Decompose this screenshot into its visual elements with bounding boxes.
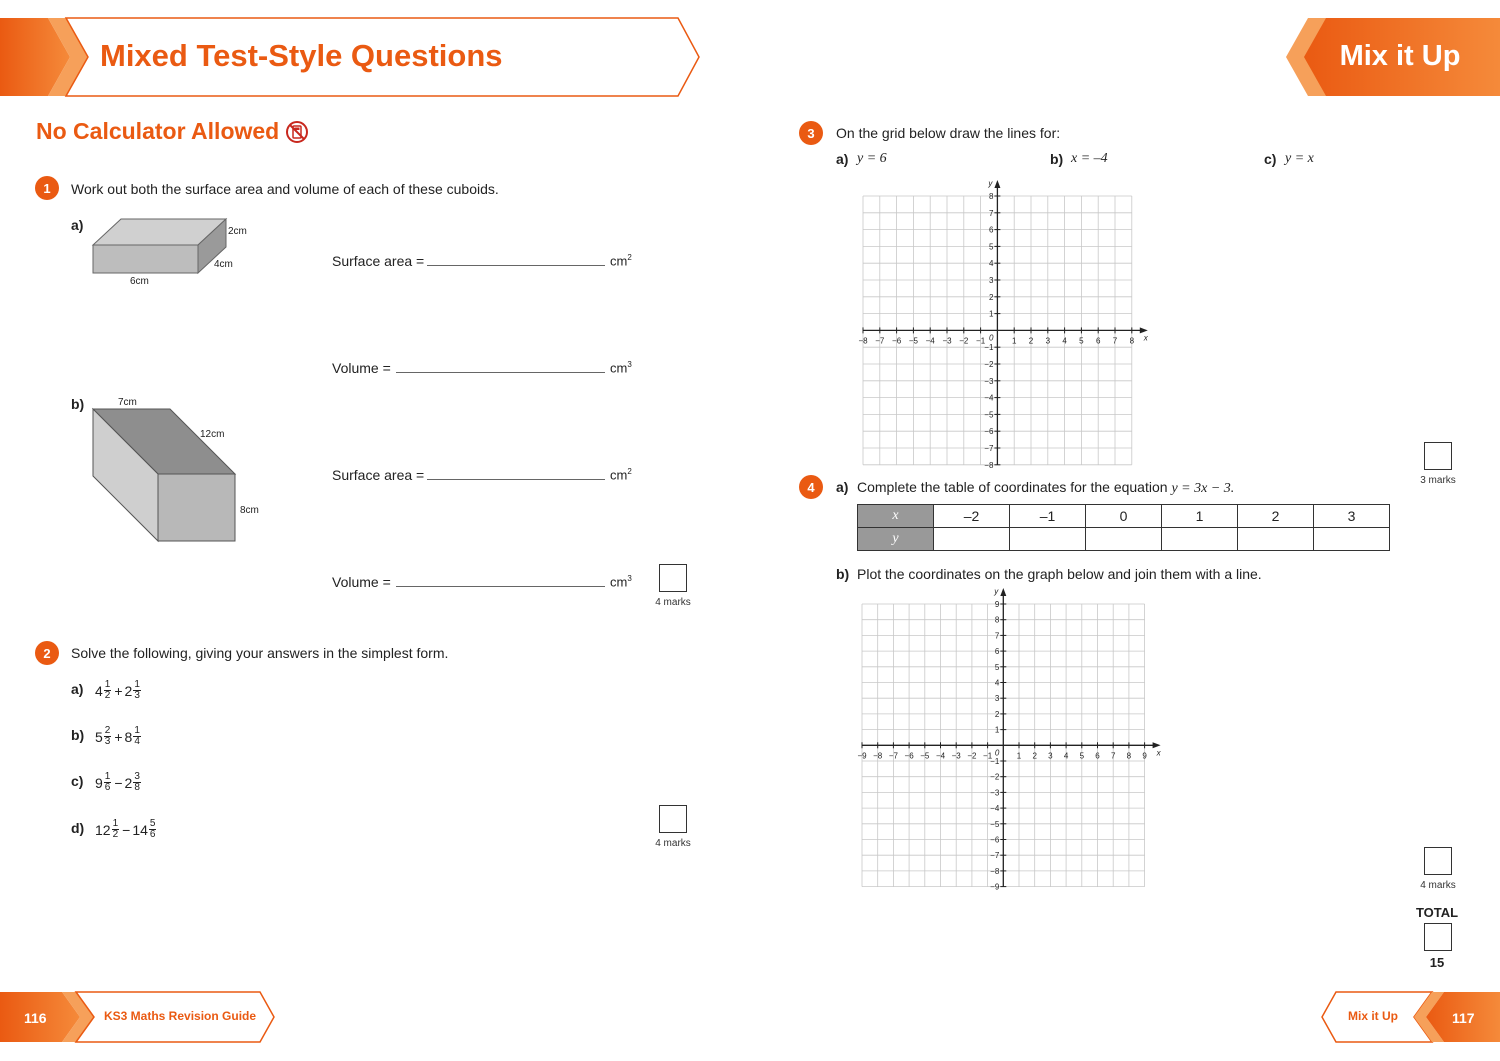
q1-marks-box[interactable] [659,564,687,592]
fraction: $\frac{1}{2}$ [104,679,111,701]
q3b-equation: x = –4 [1071,151,1108,166]
y-axis-arrow [994,180,1000,188]
whole-number: 2 [124,774,133,791]
x-tick-label: −3 [951,751,961,761]
x-tick-label: 6 [1095,751,1100,761]
y-tick-label: −8 [984,460,994,470]
x-tick-label: 8 [1129,336,1135,346]
table-header-x: x [858,505,934,528]
y-tick-label: −3 [990,788,1000,798]
y-tick-label: −2 [990,772,1000,782]
x-tick-label: −5 [920,751,930,761]
x-tick-label: 2 [1028,336,1034,346]
cuboid-a-depth-label: 4cm [214,259,233,270]
y-tick-label: 6 [994,647,1000,657]
x-tick-label: −6 [892,336,902,346]
x-tick-label: 5 [1079,336,1084,346]
q2-marks-box[interactable] [659,805,687,833]
q3-marks-label: 3 marks [1420,475,1456,486]
x-tick-label: −5 [908,336,918,346]
y-tick-label: −6 [984,427,994,437]
q1b-volume-label: Volume = [332,574,391,590]
whole-number: 5 [95,728,103,745]
total-label: TOTAL [1415,905,1459,920]
q2-part-label: d) [71,820,85,836]
y-tick-label: −3 [984,376,994,386]
q1b-volume-unit: $cm^3$ [610,574,632,590]
q2-part-label: a) [71,681,84,697]
cuboid-b-diag-label: 12cm [200,429,225,440]
x-tick-label: 1 [1016,751,1022,761]
y-tick-label: −4 [990,804,1000,814]
footer-right-page-number: 117 [1452,1010,1475,1026]
q3b-label: b) [1050,151,1064,167]
table-cell-x: –2 [934,505,1010,528]
x-tick-label: 3 [1048,751,1053,761]
x-tick-label: 8 [1126,751,1132,761]
cuboid-b-top-label: 7cm [118,397,137,408]
x-tick-label: −7 [875,336,885,346]
total-value: 15 [1429,955,1445,970]
x-tick-label: 1 [1011,336,1017,346]
y-tick-label: 8 [994,615,1000,625]
operator: − [114,774,123,791]
table-row-x [858,505,1390,528]
table-cell-y-input[interactable] [1086,528,1162,551]
x-tick-label: −3 [942,336,952,346]
q1a-surface-label: Surface area = [332,253,425,269]
q1a-surface-answer-line[interactable] [427,265,605,266]
q1a-volume-label: Volume = [332,360,391,376]
y-tick-label: 2 [994,709,1000,719]
question-1-text: Work out both the surface area and volume of each of these cuboids. [71,181,499,197]
y-tick-label: −8 [990,866,1000,876]
q4a-text: Complete the table of coordinates for the equation y = 3x − 3. [857,479,1235,496]
x-tick-label: −2 [959,336,969,346]
whole-number: 12 [95,821,111,838]
y-tick-label: 6 [988,225,994,235]
y-tick-label: −7 [990,851,1000,861]
x-tick-label: −2 [967,751,977,761]
cuboid-a-width-label: 6cm [130,276,149,287]
q4-marks-label: 4 marks [1420,880,1456,891]
y-tick-label: −6 [990,835,1000,845]
y-tick-label: −1 [984,343,994,353]
q3-marks-box[interactable] [1424,442,1452,470]
fraction: $\frac{1}{2}$ [112,818,119,840]
x-tick-label: 7 [1110,751,1116,761]
x-tick-label: −7 [888,751,898,761]
x-tick-label: −8 [858,336,868,346]
origin-label: 0 [988,333,994,343]
y-tick-label: 7 [988,208,994,218]
whole-number: 8 [124,728,133,745]
y-axis-label: y [988,179,993,188]
q2-part-label: b) [71,727,85,743]
table-cell-x: 0 [1086,505,1162,528]
q4-coordinate-table [857,504,1390,551]
table-cell-x: –1 [1010,505,1086,528]
x-tick-label: 4 [1062,336,1067,346]
question-number-1: 1 [35,176,59,200]
q1a-label: a) [71,217,84,233]
q1a-volume-unit: $cm^3$ [610,360,632,376]
table-row-y [858,528,1390,551]
fraction: $\frac{1}{6}$ [104,771,111,793]
y-tick-label: 3 [994,694,1000,704]
fraction: $\frac{3}{8}$ [134,771,140,793]
x-tick-label: 5 [1079,751,1085,761]
question-number-2: 2 [35,641,59,665]
x-tick-label: 4 [1063,751,1069,761]
q2-part-expression [95,819,157,840]
whole-number: 14 [132,821,148,838]
y-tick-label: 4 [988,259,994,269]
q4-coordinate-grid[interactable] [855,586,1167,894]
q2-part-label: c) [71,773,84,789]
y-tick-label: 5 [994,662,1000,672]
y-tick-label: −2 [984,360,994,369]
y-tick-label: 1 [988,309,994,319]
y-tick-label: 7 [994,631,1000,641]
x-tick-label: 7 [1112,336,1118,346]
no-calculator-heading: No Calculator Allowed [36,118,309,145]
y-tick-label: −5 [984,410,994,420]
fraction: $\frac{1}{4}$ [134,725,140,747]
x-tick-label: 6 [1095,336,1101,346]
q4a-label: a) [836,479,849,495]
fraction: $\frac{1}{3}$ [134,679,140,701]
q3a-label: a) [836,151,849,167]
q1a-volume-answer-line[interactable] [396,372,605,373]
table-header-y: y [858,528,934,551]
y-tick-label: −4 [984,393,994,403]
footer-right-title: Mix it Up [1348,1009,1398,1023]
y-tick-label: 4 [994,678,1000,688]
operator: + [114,728,123,745]
q3c-equation: y = x [1285,151,1314,166]
q3a-equation: y = 6 [857,151,887,166]
table-cell-y-input[interactable] [934,528,1010,551]
table-cell-x: 3 [1314,505,1390,528]
q1b-volume-answer-line[interactable] [396,586,605,587]
question-2-text: Solve the following, giving your answers in the simplest form. [71,645,449,661]
q4b-text: Plot the coordinates on the graph below and join them with a line. [857,566,1262,582]
q2-part-expression [95,680,142,701]
x-tick-label: 9 [1142,751,1147,761]
table-cell-y-input[interactable] [1162,528,1238,551]
x-tick-label: 2 [1032,751,1037,761]
cuboid-a-diagram [90,215,230,275]
y-tick-label: 3 [988,276,994,285]
operator: − [122,821,131,838]
x-tick-label: −1 [983,751,993,761]
fraction: $\frac{2}{3}$ [104,725,111,747]
no-calculator-icon [285,120,309,144]
x-axis-label: x [1156,748,1161,758]
whole-number: 2 [124,682,133,699]
question-number-4: 4 [799,475,823,499]
table-cell-y-input[interactable] [1238,528,1314,551]
question-3-text: On the grid below draw the lines for: [836,125,1061,141]
y-axis-arrow [1000,588,1006,596]
q1b-surface-label: Surface area = [332,467,425,483]
y-axis-label: y [994,587,999,596]
cuboid-b-height-label: 8cm [240,505,259,516]
x-tick-label: 3 [1045,336,1051,346]
operator: + [114,682,123,699]
origin-label: 0 [994,748,1000,758]
q1b-label: b) [71,396,85,412]
table-cell-y-input[interactable] [1010,528,1086,551]
q2-part-expression [95,772,142,793]
q1b-surface-answer-line[interactable] [427,479,605,480]
q3-coordinate-grid[interactable] [855,178,1153,474]
whole-number: 9 [95,774,103,791]
whole-number: 4 [95,682,103,699]
y-tick-label: 2 [988,292,994,302]
q4-equation: y = 3x − 3. [1171,481,1235,496]
fraction: $\frac{5}{6}$ [149,818,156,840]
y-tick-label: −1 [990,757,1000,766]
x-tick-label: −9 [857,751,867,761]
x-tick-label: −4 [925,336,935,346]
q2-marks-label: 4 marks [655,838,691,849]
cuboid-a-height-label: 2cm [228,226,247,237]
y-tick-label: −5 [990,819,1000,829]
y-tick-label: −9 [990,882,1000,892]
footer-left-page-number: 116 [24,1010,47,1026]
y-tick-label: 8 [988,192,994,201]
y-tick-label: −7 [984,444,994,453]
y-tick-label: 9 [994,600,1000,609]
cuboid-b-diagram [90,406,240,546]
section-tab-title: Mix it Up [1339,40,1461,72]
y-tick-label: 5 [988,242,994,252]
q4b-label: b) [836,566,850,582]
x-tick-label: −4 [935,751,946,761]
table-cell-x: 2 [1238,505,1314,528]
x-axis-label: x [1143,333,1148,343]
table-cell-x: 1 [1162,505,1238,528]
total-marks-box[interactable] [1424,923,1452,951]
x-tick-label: −1 [976,336,986,346]
q1b-surface-unit: $cm^2$ [610,467,632,483]
q1-marks-label: 4 marks [655,597,691,608]
y-tick-label: 1 [994,725,1000,735]
footer-left-title: KS3 Maths Revision Guide [104,1009,257,1023]
page-title: Mixed Test-Style Questions [100,38,503,73]
x-tick-label: −8 [873,751,883,761]
q2-part-expression [95,726,142,747]
x-tick-label: −6 [904,751,914,761]
q1a-surface-unit: $cm^2$ [610,253,632,269]
question-number-3: 3 [799,121,823,145]
table-cell-y-input[interactable] [1314,528,1390,551]
q3c-label: c) [1264,151,1277,167]
q4-marks-box[interactable] [1424,847,1452,875]
